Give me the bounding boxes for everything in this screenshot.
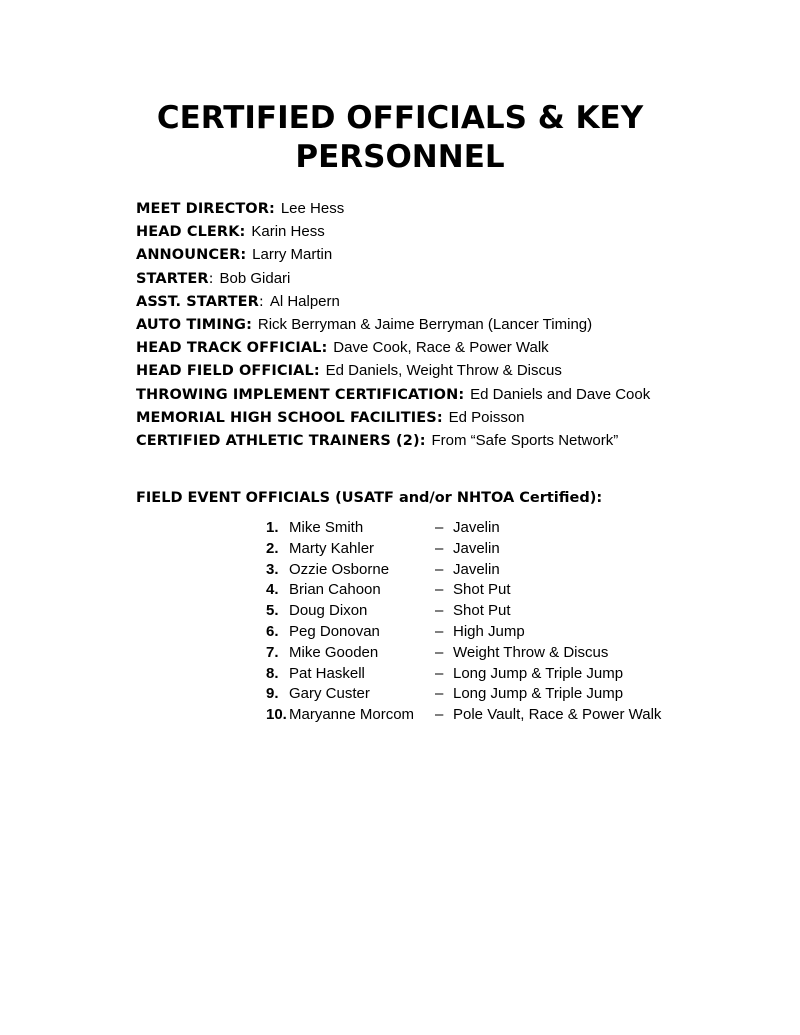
official-name: Peg Donovan: [289, 622, 380, 640]
personnel-role: CERTIFIED ATHLETIC TRAINERS (2): [136, 432, 420, 449]
official-number: 5.: [266, 602, 279, 620]
official-name: Gary Custer: [289, 685, 370, 703]
personnel-colon: :: [321, 340, 328, 357]
official-event: Long Jump & Triple Jump: [453, 685, 624, 703]
personnel-row: [136, 267, 650, 290]
official-dash: –: [435, 685, 444, 703]
official-number: 10.: [266, 706, 287, 724]
personnel-colon: :: [269, 201, 275, 217]
official-dash: –: [435, 643, 444, 661]
personnel-role: MEET DIRECTOR: [136, 201, 270, 217]
personnel-row: [136, 220, 650, 243]
official-row: [262, 684, 692, 705]
official-event: Javelin: [453, 539, 500, 557]
personnel-colon: :: [419, 432, 426, 449]
official-name: Pat Haskell: [289, 664, 365, 682]
personnel-row: [136, 406, 650, 429]
personnel-row: [136, 243, 650, 266]
personnel-role: THROWING IMPLEMENT CERTIFICATION: [136, 386, 459, 403]
personnel-colon: :: [239, 224, 246, 241]
official-dash: –: [435, 581, 444, 599]
official-event: Javelin: [453, 519, 500, 536]
field-officials-list: [262, 518, 692, 726]
official-number: 8.: [266, 664, 279, 682]
official-dash: –: [435, 664, 444, 682]
official-row: [262, 664, 692, 685]
personnel-row: [136, 383, 650, 406]
personnel-role: HEAD CLERK: [136, 224, 240, 241]
official-event: Shot Put: [453, 602, 511, 620]
field-officials-heading: FIELD EVENT OFFICIALS (USATF and/or NHTOA Certified):: [136, 490, 603, 506]
personnel-name: Ed Poisson: [448, 408, 525, 426]
personnel-name: Lee Hess: [280, 200, 345, 217]
official-dash: –: [435, 602, 444, 620]
official-event: Long Jump & Triple Jump: [453, 664, 624, 682]
official-name: Maryanne Morcom: [289, 706, 415, 724]
personnel-role: AUTO TIMING: [136, 316, 247, 333]
official-event: Pole Vault, Race & Power Walk: [453, 706, 662, 724]
personnel-name: Al Halpern: [269, 292, 340, 310]
official-row: [262, 560, 692, 581]
official-number: 7.: [266, 643, 279, 661]
personnel-name: Larry Martin: [252, 246, 333, 264]
official-dash: –: [435, 622, 444, 640]
document-title: CERTIFIED OFFICIALS & KEY PERSONNEL: [156, 100, 644, 175]
official-row: [262, 601, 692, 622]
official-name: Ozzie Osborne: [289, 560, 390, 578]
personnel-name: Karin Hess: [251, 223, 325, 241]
personnel-name: Bob Gidari: [219, 269, 291, 287]
personnel-colon: :: [240, 247, 247, 264]
personnel-colon: :: [436, 409, 443, 426]
personnel-row: [136, 290, 650, 313]
personnel-row: [136, 197, 650, 220]
official-dash: –: [435, 706, 444, 724]
official-event: Javelin: [453, 560, 500, 578]
key-personnel-list: [136, 197, 650, 452]
official-dash: –: [435, 519, 444, 536]
personnel-row: [136, 336, 650, 359]
official-number: 1.: [266, 519, 279, 536]
personnel-role: MEMORIAL HIGH SCHOOL FACILITIES: [136, 409, 437, 426]
personnel-name: From “Safe Sports Network”: [431, 431, 619, 449]
official-number: 3.: [266, 560, 279, 578]
official-row: [262, 518, 692, 539]
official-row: [262, 580, 692, 601]
official-name: Mike Smith: [289, 519, 364, 536]
official-number: 9.: [266, 685, 279, 703]
personnel-row: [136, 359, 650, 382]
personnel-role: HEAD TRACK OFFICIAL: [136, 340, 322, 357]
personnel-name: Ed Daniels, Weight Throw & Discus: [325, 362, 562, 380]
official-row: [262, 539, 692, 560]
official-name: Marty Kahler: [289, 539, 375, 557]
personnel-name: Rick Berryman & Jaime Berryman (Lancer Timing): [257, 315, 593, 333]
personnel-row: [136, 429, 650, 452]
official-row: [262, 622, 692, 643]
official-dash: –: [435, 560, 444, 578]
official-name: Mike Gooden: [289, 643, 379, 661]
personnel-role: ASST. STARTER: [136, 293, 259, 310]
official-name: Doug Dixon: [289, 602, 368, 620]
official-number: 4.: [266, 581, 279, 599]
personnel-colon: :: [246, 316, 252, 333]
official-number: 6.: [266, 622, 279, 640]
personnel-role: HEAD FIELD OFFICIAL: [136, 363, 314, 380]
official-event: Shot Put: [453, 581, 511, 599]
personnel-role: STARTER: [136, 270, 209, 287]
official-name: Brian Cahoon: [289, 581, 381, 599]
personnel-colon: :: [458, 386, 465, 403]
personnel-colon: :: [313, 363, 320, 380]
official-row: [262, 705, 692, 726]
personnel-colon: :: [208, 270, 214, 287]
personnel-name: Dave Cook, Race & Power Walk: [333, 339, 549, 357]
official-event: High Jump: [453, 622, 525, 640]
personnel-name: Ed Daniels and Dave Cook: [470, 385, 651, 403]
personnel-row: [136, 313, 650, 336]
official-number: 2.: [266, 539, 279, 557]
personnel-colon: :: [258, 293, 264, 310]
official-row: [262, 643, 692, 664]
official-event: Weight Throw & Discus: [453, 643, 609, 661]
personnel-role: ANNOUNCER: [136, 247, 241, 264]
official-dash: –: [435, 539, 444, 557]
